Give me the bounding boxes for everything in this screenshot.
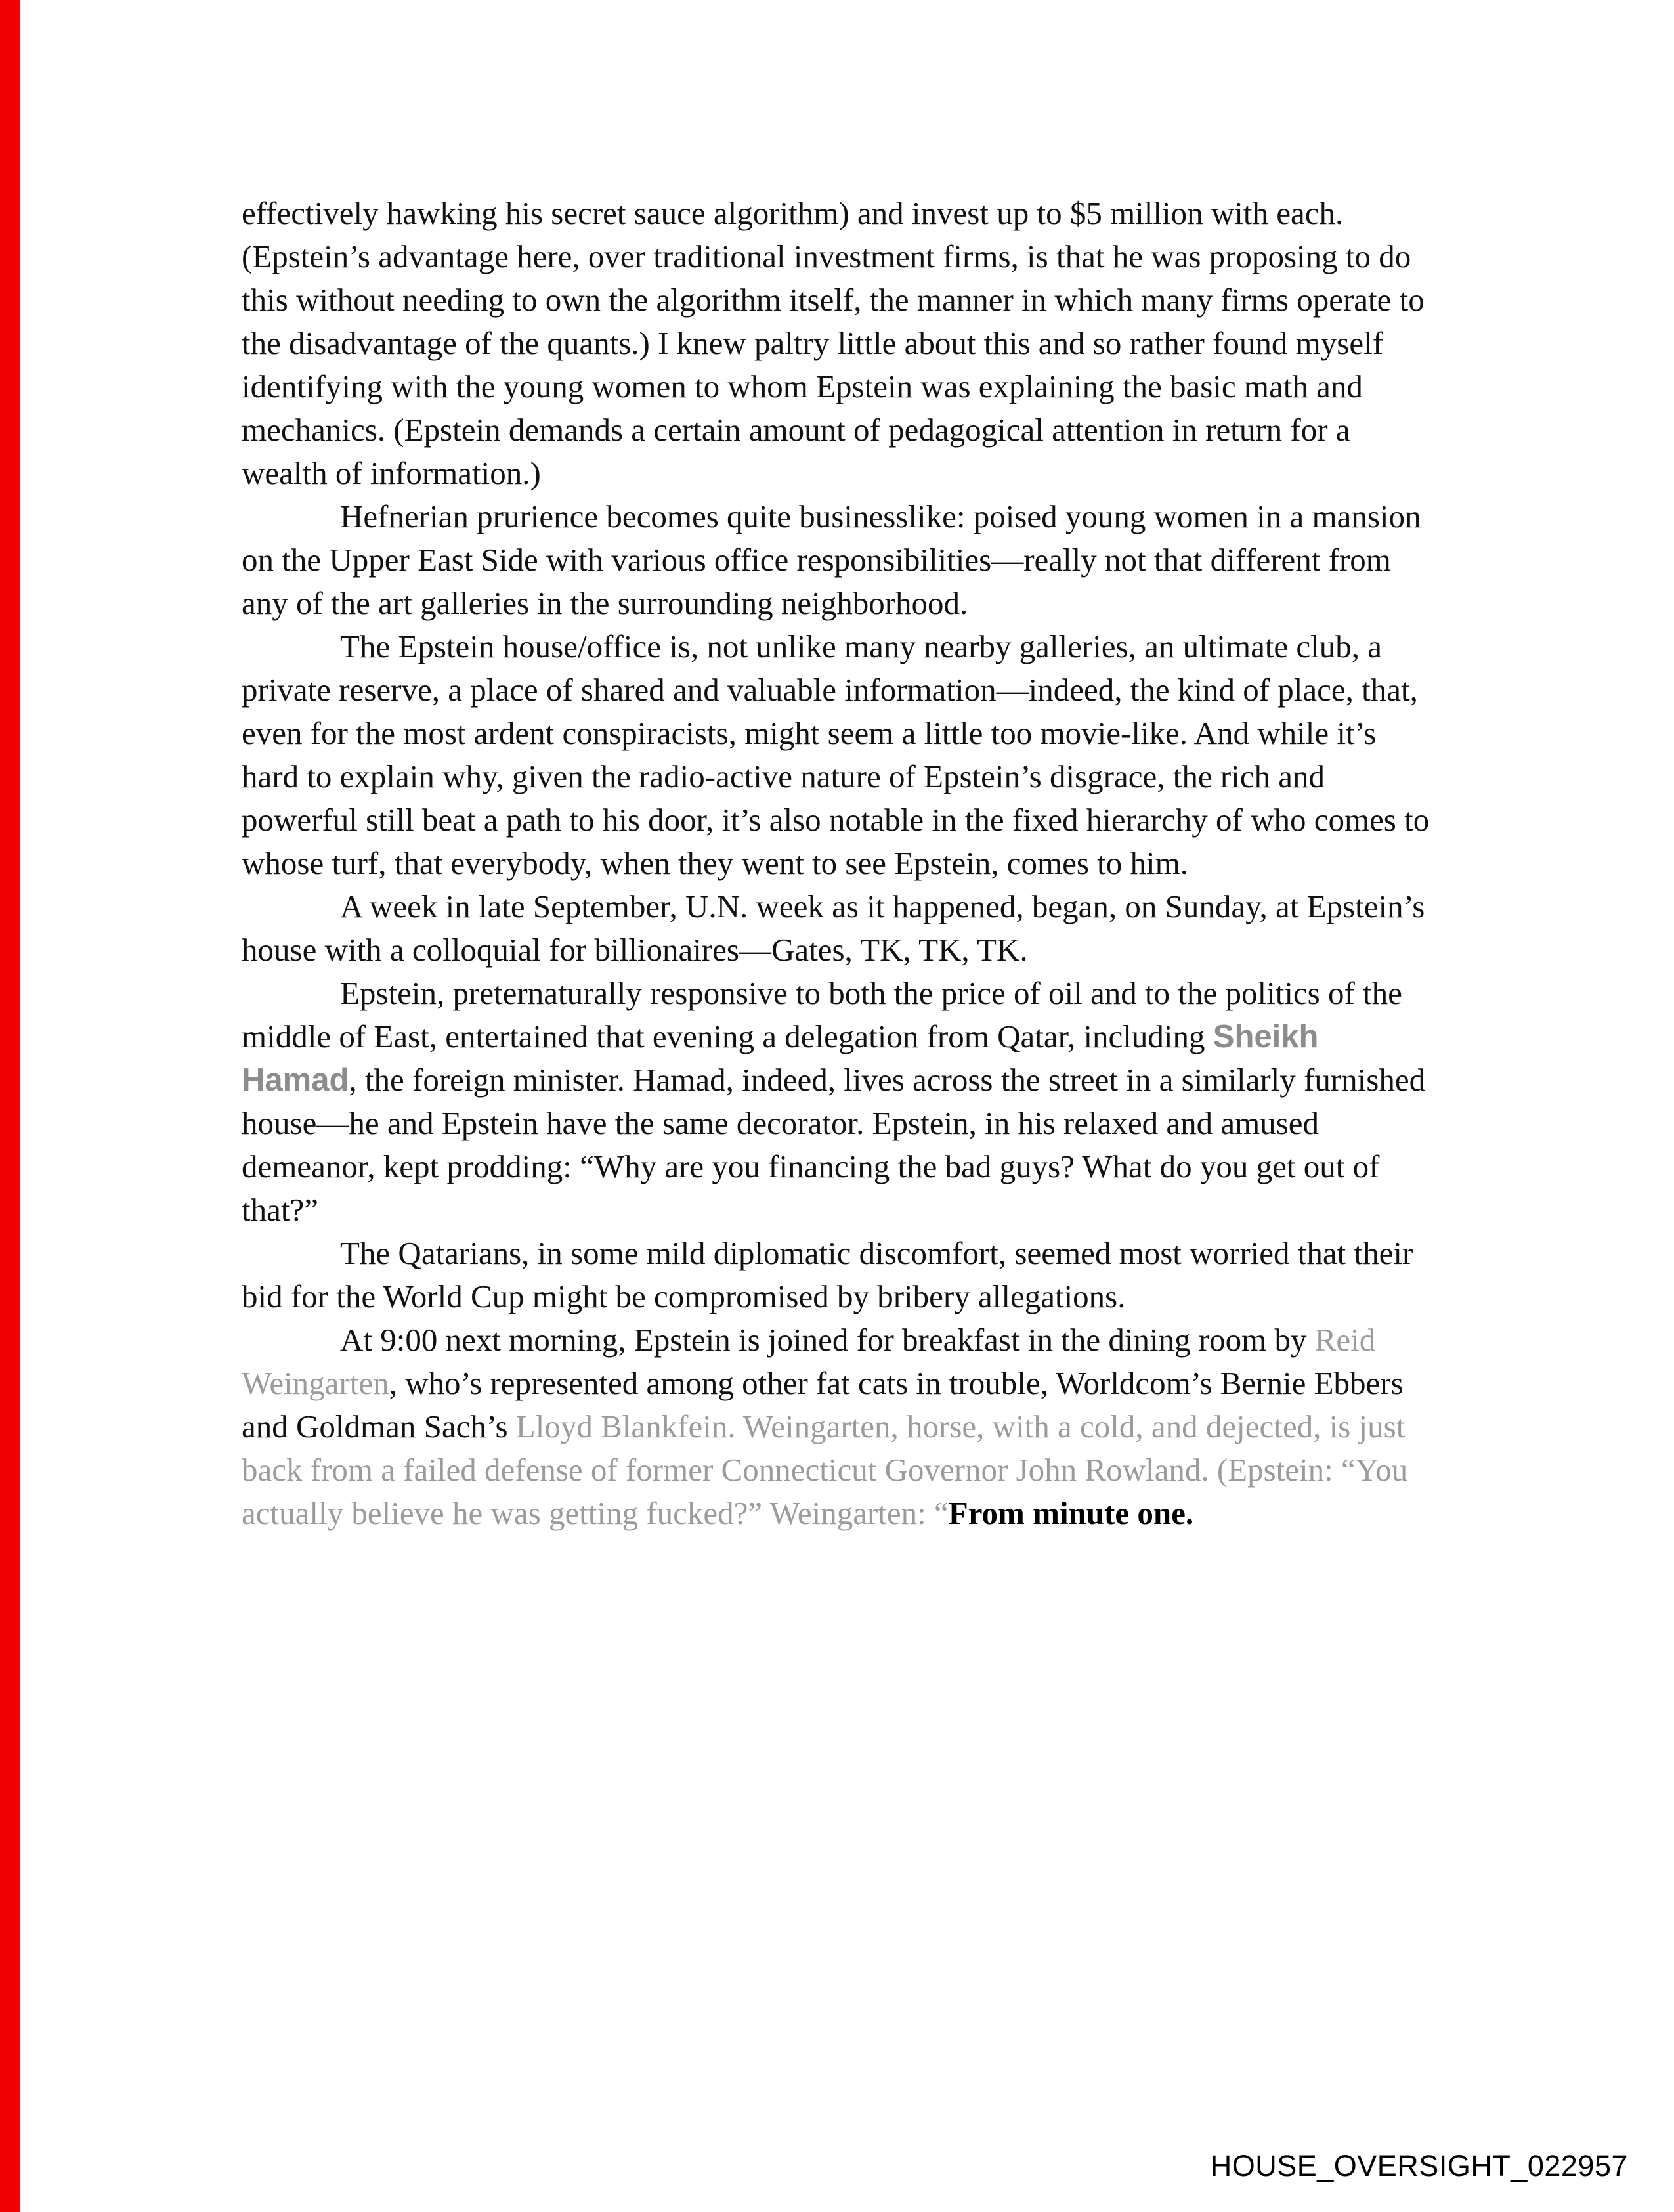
from-minute-one-emphasis: From minute one. [948,1495,1194,1531]
text-run: The Qatarians, in some mild diplomatic discomfort, seemed most worried that their bid for the World Cup might be compromised by bribery allegations. [242,1235,1413,1314]
document-body [242,192,1438,1535]
paragraph [242,192,1438,495]
red-edge-bar [0,0,20,2212]
text-run: effectively hawking his secret sauce algorithm) and invest up to $5 million with each. (Epstein’s advantage here, over traditional investment firms, is that he was proposing to do this without needing to own the algorithm itself, the manner in which many firms operate to the disadvantage of the quants.) I knew paltry little about this and so rather found myself identifying with the young women to whom Epstein was explaining the basic math and mechanics. (Epstein demands a certain amount of pedagogical attention in return for a wealth of information.) [242,195,1425,491]
text-run: At 9:00 next morning, Epstein is joined for breakfast in the dining room by [340,1322,1315,1358]
paragraph [242,1232,1438,1318]
text-run: Hefnerian prurience becomes quite businesslike: poised young women in a mansion on the Upper East Side with various office responsibilities—really not that different from any of the art galleries in the surrounding neighborhood. [242,498,1421,621]
reid-weingarten-gray: Reid Weingarten [242,1322,1376,1401]
paragraph [242,885,1438,972]
text-run: The Epstein house/office is, not unlike many nearby galleries, an ultimate club, a private reserve, a place of shared and valuable information—indeed, the kind of place, that, even for the most ardent conspiracists, might seem a little too movie-like. And while it’s hard to explain why, given the radio-active nature of Epstein’s disgrace, the rich and powerful still beat a path to his door, it’s also notable in the fixed hierarchy of who comes to whose turf, that everybody, when they went to see Epstein, comes to him. [242,628,1430,881]
paragraph [242,972,1438,1232]
sheikh-hamad-highlight: Sheikh Hamad [242,1019,1319,1098]
paragraph [242,1318,1438,1535]
paragraph [242,495,1438,625]
text-run: , who’s represented among other fat cats in trouble, Worldcom’s Bernie Ebbers and Goldman Sach’s [242,1365,1404,1444]
paragraph [242,625,1438,885]
text-run: A week in late September, U.N. week as it happened, began, on Sunday, at Epstein’s house with a colloquial for billionaires—Gates, TK, TK, TK. [242,888,1425,968]
text-run: Epstein, preternaturally responsive to both the price of oil and to the politics of the middle of East, entertained that evening a delegation from Qatar, including [242,975,1402,1054]
bates-stamp: HOUSE_OVERSIGHT_022957 [1210,2149,1628,2182]
gray-passage: Lloyd Blankfein. Weingarten, horse, with a cold, and dejected, is just back from a failed defense of former Connecticut Governor John Rowland. (Epstein: “You actually believe he was getting fucked?” Weingarten: “ [242,1408,1408,1531]
text-run: , the foreign minister. Hamad, indeed, lives across the street in a similarly furnished house—he and Epstein have the same decorator. Epstein, in his relaxed and amused demeanor, kept prodding: “Why are you financing the bad guys? What do you get out of that?” [242,1062,1426,1228]
